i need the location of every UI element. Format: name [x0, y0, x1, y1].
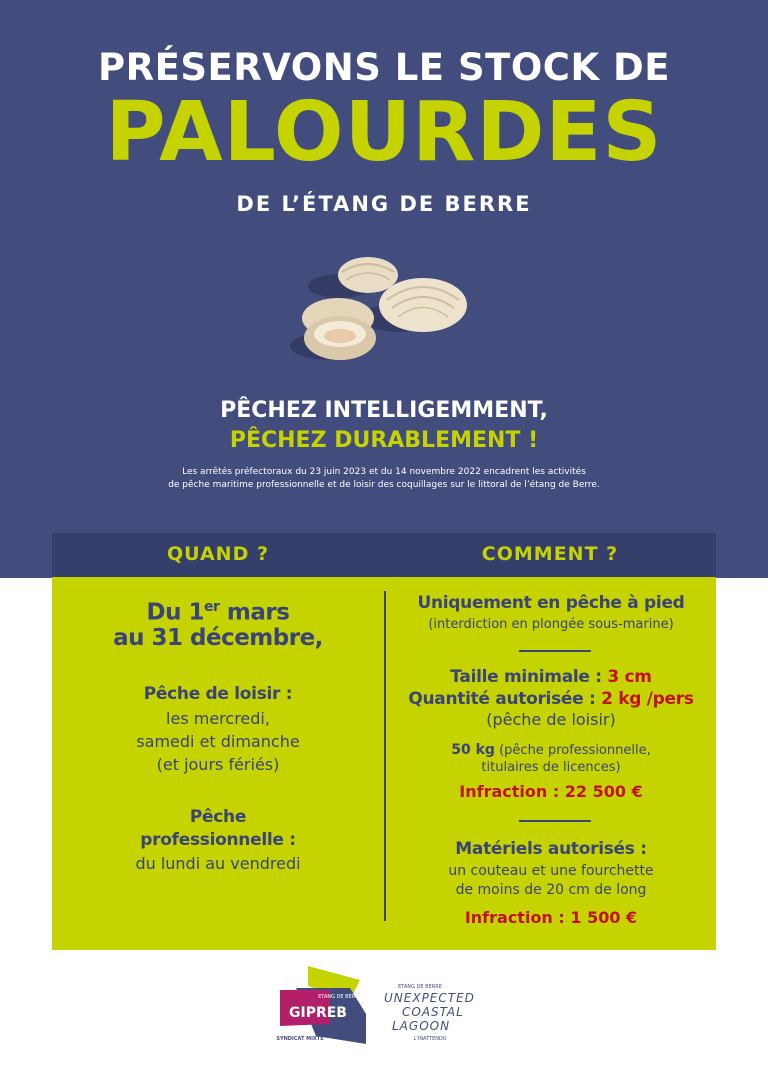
materiel-title: Matériels autorisés : — [455, 839, 647, 859]
ecl-bottom-text: L’INATTENDU — [413, 1036, 447, 1042]
materiel-line2: de moins de 20 cm de long — [455, 882, 647, 898]
date-sup: er — [204, 599, 220, 615]
ecl-top-text: ETANG DE BERRE — [398, 984, 442, 990]
section-header-bar — [52, 533, 716, 577]
gipreb-bottom-text: SYNDICAT MIXTE — [276, 1036, 324, 1042]
intro-text — [0, 466, 768, 492]
intro-line2: de pêche maritime professionnelle et de loisir des coquillages sur le littoral de l’étang de Berre. — [168, 480, 600, 490]
quantite-value: 2 kg /pers — [601, 689, 694, 709]
loisir-line3: (et jours fériés) — [156, 755, 280, 774]
ecl-line1: UNEXPECTED — [384, 991, 475, 1005]
ecl-line2: COASTAL — [402, 1005, 464, 1019]
pro-title-line2: professionnelle : — [140, 830, 296, 850]
taille-value: 3 cm — [607, 667, 652, 687]
title-line3: DE L’ÉTANG DE BERRE — [236, 192, 532, 216]
separator-2 — [519, 820, 591, 822]
partner-logos — [0, 960, 768, 1060]
quantite-label: Quantité autorisée : — [408, 689, 602, 709]
infraction-2: Infraction : 1 500 € — [464, 908, 638, 927]
gipreb-logo — [276, 966, 366, 1044]
quantite-note: (pêche de loisir) — [486, 710, 616, 729]
clam-open — [302, 298, 376, 360]
pro-quantity: 50 kg — [451, 742, 495, 758]
gipreb-name: GIPREB — [289, 1005, 347, 1021]
date-mars: mars — [219, 599, 290, 626]
quand-header: QUAND ? — [166, 543, 269, 565]
title-palourdes: PALOURDES — [105, 85, 663, 180]
pro-quantity-line1 — [386, 741, 716, 760]
slogan-line1: PÊCHEZ INTELLIGEMMENT, — [220, 398, 548, 423]
taille-line — [386, 666, 716, 688]
pro-quantity-note2: titulaires de licences) — [481, 760, 621, 775]
clam-right — [379, 278, 467, 332]
intro-line1: Les arrêtés préfectoraux du 23 juin 2023 et du 14 novembre 2022 encadrent les activités — [182, 467, 586, 477]
comment-header: COMMENT ? — [481, 543, 619, 565]
mode-title: Uniquement en pêche à pied — [417, 593, 685, 613]
mode-note: (interdiction en plongée sous-marine) — [428, 617, 674, 632]
gipreb-top-text: ETANG DE BERRE — [318, 994, 362, 1000]
infraction-1: Infraction : 22 500 € — [459, 782, 643, 801]
pro-quantity-note1: (pêche professionnelle, — [494, 743, 651, 758]
ecl-line3: LAGOON — [392, 1019, 451, 1033]
quantite-line — [386, 688, 716, 710]
unexpected-coastal-lagoon-logo — [384, 984, 475, 1042]
date-range-line2: au 31 décembre, — [113, 625, 323, 651]
loisir-title: Pêche de loisir : — [143, 684, 293, 704]
separator-1 — [519, 650, 591, 652]
clams-illustration — [290, 250, 480, 370]
slogan-line2: PÊCHEZ DURABLEMENT ! — [229, 428, 539, 453]
materiel-line1: un couteau et une fourchette — [448, 863, 654, 879]
clam-top — [338, 257, 398, 293]
date-du: Du 1 — [146, 599, 205, 626]
loisir-line2: samedi et dimanche — [136, 732, 300, 751]
pro-days: du lundi au vendredi — [135, 854, 301, 873]
title-line1: PRÉSERVONS LE STOCK DE — [98, 46, 670, 89]
taille-label: Taille minimale : — [450, 667, 608, 687]
loisir-line1: les mercredi, — [166, 709, 270, 728]
pro-title-line1: Pêche — [189, 807, 247, 827]
